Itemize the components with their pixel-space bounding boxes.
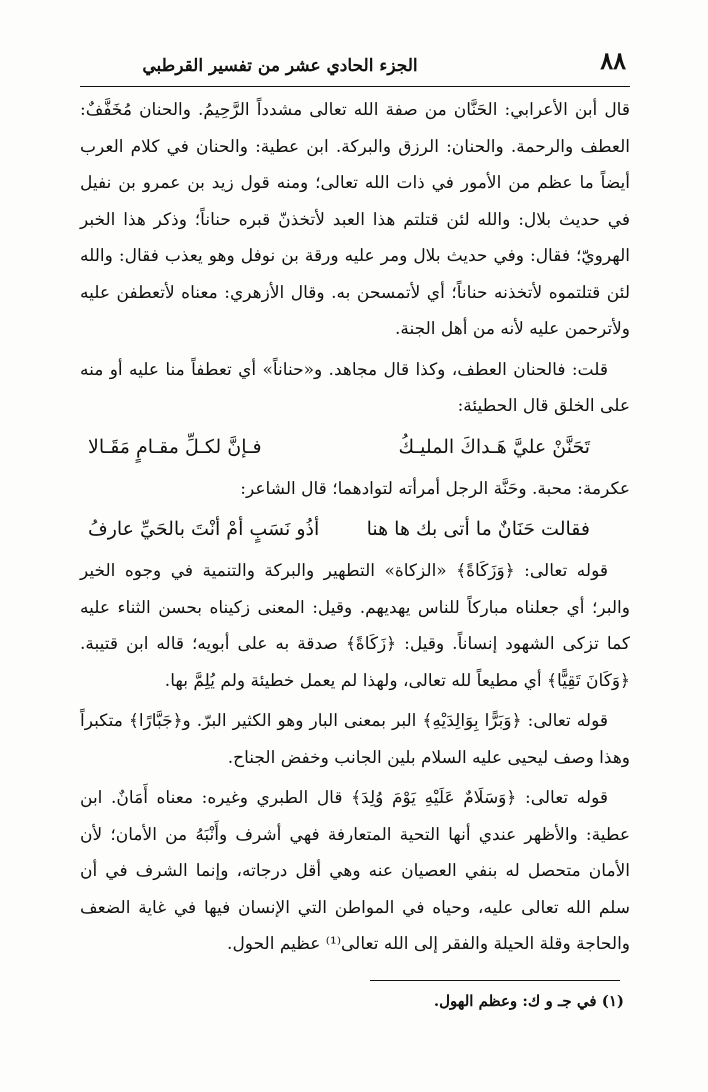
verse-second-hemistich: أذُو نَسَبٍ أمْ أنْتَ بالحَيِّ عارفُ (88, 518, 320, 540)
running-title: الجزء الحادي عشر من تفسير القرطبي (142, 56, 418, 76)
page-number: ٨٨ (600, 46, 626, 75)
poetry-verse-hutaya (80, 427, 630, 467)
paragraph-barran: قوله تعالى: ﴿وَبَرًّا بِوَالِدَيْهِ﴾ البر بمعنى البار وهو الكثير البرّ. و﴿جَبَّارًا﴾ متكبراً وهذا وصف ليحيى عليه السلام بلين الجانب وخفض الجناح. (80, 711, 630, 768)
verse-first-hemistich: تَحَنَّنْ عليَّ هَـداكَ المليـكُ (398, 435, 590, 458)
footnote-divider (370, 980, 620, 981)
paragraph-hanan-meaning: قال أبن الأعرابي: الحَنَّان من صفة الله تعالى مشدداً الرَّحِيمُ. والحنان مُخَفَّفٌ: العطف والرحمة. والحنان: الرزق والبركة. ابن عطية: والحنان في كلام العرب أيضاً ما عظم من الأمور في ذات الله تعالى؛ ومنه قول زيد بن عمرو بن نفيل في حديث بلال: والله لئن قتلتم هذا العبد لأتخذنّ قبره حناناً؛ وذكر هذا الخبر الهرويّ؛ فقال: وفي حديث بلال ومر عليه ورقة بن نوفل وهو يعذب فقال: والله لئن قتلتموه لأتخذنه حناناً؛ أي لأتمسحن به. وقال الأزهري: معناه لأتعطفن عليه ولأترحمن عليه لأنه من أهل الجنة. (80, 100, 630, 339)
verse-second-hemistich: فـإنَّ لكـلِّ مقـامٍ مَقَـالا (88, 435, 262, 458)
page-header (80, 44, 630, 87)
paragraph-zakat: قوله تعالى: ﴿وَزَكَاةً﴾ «الزكاة» التطهير والبركة والتنمية في وجوه الخير والبر؛ أي جعلناه مباركاً للناس يهديهم. وقيل: المعنى زكيناه بحسن الثناء عليه كما تزكى الشهود إنساناً. وقيل: ﴿زَكَاةً﴾ صدقة به على أبويه؛ قاله ابن قتيبة. ﴿وَكَانَ تَقِيًّا﴾ أي مطيعاً لله تعالى، ولهذا لم يعمل خطيئة ولم يُلِمَّ بها. (80, 561, 630, 691)
footnote: (١) في جـ و ك: وعظم الهول. (433, 992, 624, 1010)
paragraph-qultu: قلت: فالحنان العطف، وكذا قال مجاهد. و«حناناً» أي تعطفاً منا عليه أو منه على الخلق قال الحطيئة: (80, 359, 630, 416)
paragraph-ikrima: عكرمة: محبة. وحَنَّة الرجل أمرأته لتوادهما؛ قال الشاعر: (240, 478, 630, 499)
paragraph-salam: قوله تعالى: ﴿وَسَلَامٌ عَلَيْهِ يَوْمَ وُلِدَ﴾ قال الطبري وغيره: معناه أَمَانٌ. ابن عطية: والأظهر عندي أنها التحية المتعارفة فهي أشرف وأَنْبَهُ من الأمان؛ لأن الأمان متحصل له بنفي العصيان عنه وهي أقل درجاته، وإنما الشرف في أن سلم الله تعالى عليه، وحياه في المواطن التي الإنسان فيها في غاية الضعف والحاجة وقلة الحيلة والفقر إلى الله تعالى⁽¹⁾ عظيم الحول. (80, 788, 630, 954)
verse-first-hemistich: فقالت حَنَانٌ ما أتى بك ها هنا (366, 518, 590, 540)
page-body (80, 92, 630, 963)
poetry-verse-shaer (80, 509, 630, 549)
